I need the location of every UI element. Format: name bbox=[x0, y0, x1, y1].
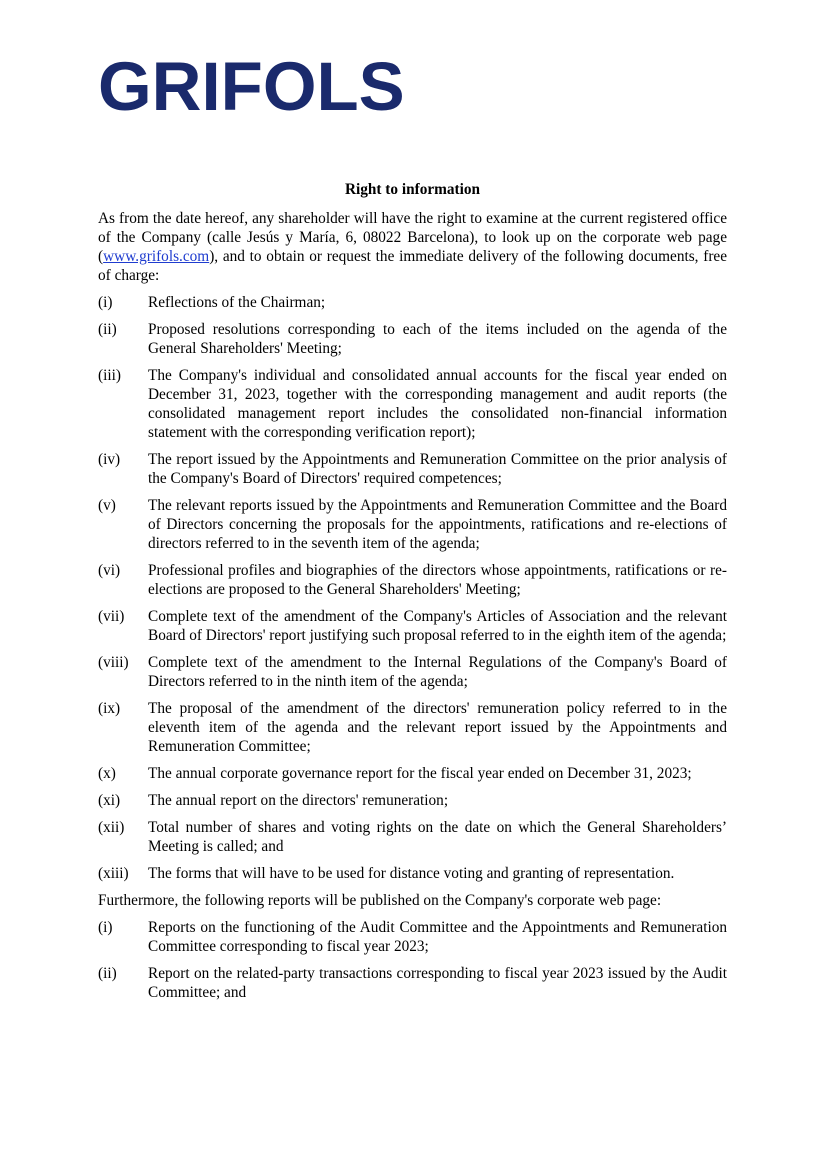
item-number: (iv) bbox=[98, 451, 121, 468]
item-text: Complete text of the amendment to the Internal Regulations of the Company's Board of Directors referred to in the ninth item of the agenda; bbox=[148, 654, 727, 690]
document-body bbox=[98, 180, 727, 1010]
list-item bbox=[98, 496, 727, 553]
list-item bbox=[98, 320, 727, 358]
list-item bbox=[98, 607, 727, 645]
list-item bbox=[98, 864, 727, 883]
item-number: (ii) bbox=[98, 321, 117, 338]
item-number: (iii) bbox=[98, 367, 121, 384]
item-number: (xii) bbox=[98, 819, 125, 836]
item-number: (xi) bbox=[98, 792, 121, 809]
item-text: The annual corporate governance report for the fiscal year ended on December 31, 2023; bbox=[148, 765, 692, 782]
reports-list bbox=[98, 918, 727, 1002]
item-text: The report issued by the Appointments and Remuneration Committee on the prior analysis of the Company's Board of Directors' required competences; bbox=[148, 451, 727, 487]
list-item bbox=[98, 918, 727, 956]
list-item bbox=[98, 561, 727, 599]
item-number: (x) bbox=[98, 765, 116, 782]
item-number: (xiii) bbox=[98, 865, 129, 882]
item-number: (v) bbox=[98, 497, 116, 514]
list-item bbox=[98, 791, 727, 810]
documents-list bbox=[98, 293, 727, 883]
grifols-website-link[interactable]: www.grifols.com bbox=[103, 248, 210, 265]
list-item bbox=[98, 450, 727, 488]
intro-text-after-link: ), and to obtain or request the immediate delivery of the following documents, free of charge: bbox=[98, 248, 727, 284]
furthermore-paragraph: Furthermore, the following reports will be published on the Company's corporate web page: bbox=[98, 892, 662, 909]
list-item bbox=[98, 653, 727, 691]
intro-paragraph bbox=[98, 209, 727, 285]
item-number: (vi) bbox=[98, 562, 121, 579]
list-item bbox=[98, 818, 727, 856]
item-text: Complete text of the amendment of the Company's Articles of Association and the relevant Board of Directors' report justifying such proposal referred to in the eighth item of the agenda; bbox=[148, 608, 727, 644]
list-item bbox=[98, 366, 727, 442]
grifols-logo: GRIFOLS bbox=[98, 48, 405, 125]
item-text: Proposed resolutions corresponding to each of the items included on the agenda of the General Shareholders' Meeting; bbox=[148, 321, 727, 357]
list-item bbox=[98, 699, 727, 756]
item-text: Professional profiles and biographies of the directors whose appointments, ratifications or re-elections are proposed to the General Shareholders' Meeting; bbox=[148, 562, 727, 598]
item-number: (viii) bbox=[98, 654, 129, 671]
list-item bbox=[98, 964, 727, 1002]
list-item bbox=[98, 293, 727, 312]
item-text: The proposal of the amendment of the directors' remuneration policy referred to in the eleventh item of the agenda and the relevant report issued by the Appointments and Remuneration Committee; bbox=[148, 700, 727, 755]
section-heading: Right to information bbox=[344, 181, 481, 198]
item-text: Reports on the functioning of the Audit Committee and the Appointments and Remuneration Committee corresponding to fiscal year 2023; bbox=[148, 919, 727, 955]
list-item bbox=[98, 764, 727, 783]
item-text: Report on the related-party transactions corresponding to fiscal year 2023 issued by the Audit Committee; and bbox=[148, 965, 727, 1001]
item-number: (i) bbox=[98, 294, 113, 311]
item-number: (vii) bbox=[98, 608, 125, 625]
intro-text-before-link: As from the date hereof, any shareholder will have the right to examine at the current registered office of the Company (calle Jesús y María, 6, 08022 Barcelona), to look up on the corporate web page ( bbox=[98, 210, 727, 265]
item-text: The forms that will have to be used for distance voting and granting of representation. bbox=[148, 865, 675, 882]
item-text: Reflections of the Chairman; bbox=[148, 294, 326, 311]
item-text: The relevant reports issued by the Appointments and Remuneration Committee and the Board of Directors concerning the proposals for the appointments, ratifications and re-elections of directors referred to in the seventh item of the agenda; bbox=[148, 497, 727, 552]
item-number: (i) bbox=[98, 919, 113, 936]
item-text: The Company's individual and consolidated annual accounts for the fiscal year ended on December 31, 2023, together with the corresponding management and audit reports (the consolidated management report includes the consolidated non-financial information statement with the corresponding verification report); bbox=[148, 367, 727, 441]
item-number: (ii) bbox=[98, 965, 117, 982]
item-text: Total number of shares and voting rights on the date on which the General Shareholders’ Meeting is called; and bbox=[148, 819, 727, 855]
item-text: The annual report on the directors' remuneration; bbox=[148, 792, 449, 809]
item-number: (ix) bbox=[98, 700, 121, 717]
